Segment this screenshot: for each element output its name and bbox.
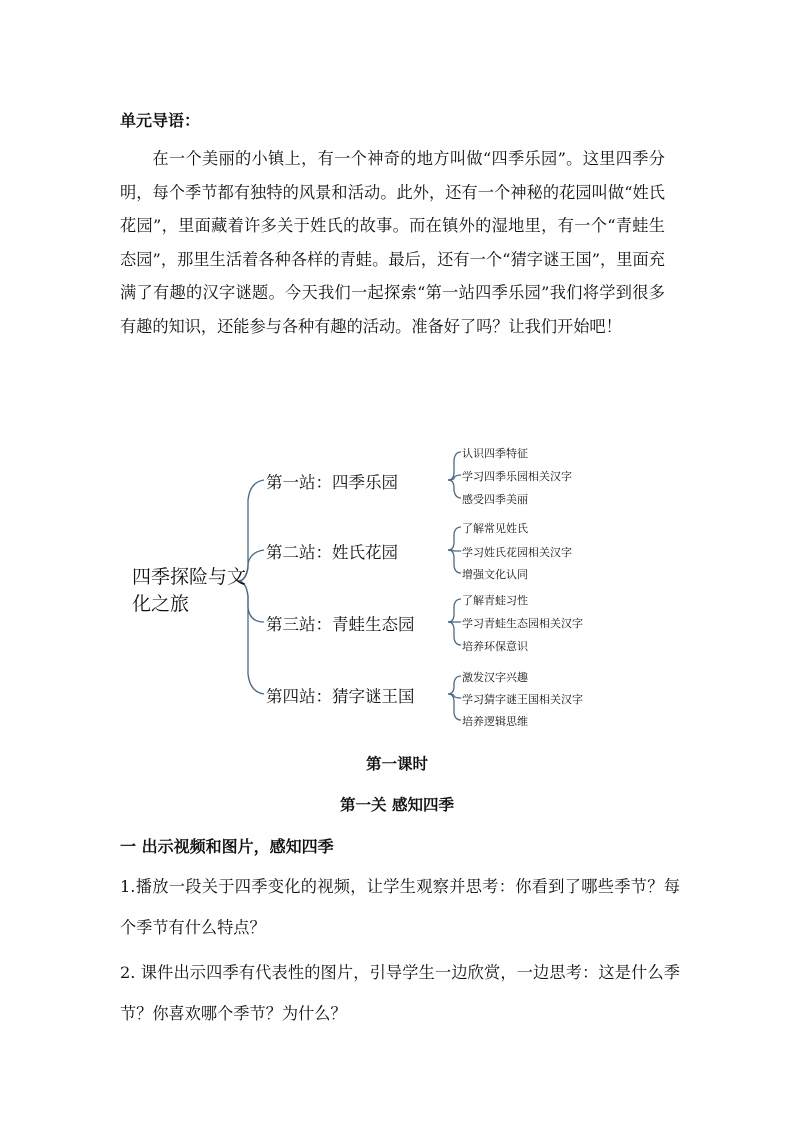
station-1-item-2: 学习四季乐园相关汉字	[462, 470, 572, 483]
paragraph-1: 1.播放一段关于四季变化的视频，让学生观察并思考：你看到了哪些季节？每个季节有什么特点？	[120, 877, 680, 937]
connector-s1-i1	[448, 452, 461, 480]
paragraph-2: 2. 课件出示四季有代表性的图片，引导学生一边欣赏，一边思考：这是什么季节？你喜欢哪个季节？为什么？	[120, 963, 680, 1023]
unit-heading: 单元导语：	[120, 111, 201, 130]
station-4-item-2: 学习猜字谜王国相关汉字	[462, 693, 583, 706]
section-1-heading: 一 出示视频和图片，感知四季	[120, 837, 334, 856]
connector-s2-i3	[448, 550, 461, 573]
connector-s3-i3	[448, 622, 461, 645]
station-3-item-2: 学习青蛙生态园相关汉字	[462, 617, 583, 630]
level-title: 第一关 感知四季	[340, 796, 454, 814]
connector-s3-i1	[448, 599, 461, 622]
mind-map	[120, 438, 620, 738]
station-4-item-1: 激发汉字兴趣	[462, 671, 528, 684]
connector-s4-i1	[448, 676, 461, 694]
station-4-title: 第四站：猜字谜王国	[266, 687, 415, 706]
station-2-item-3: 增强文化认同	[462, 568, 528, 581]
station-2-title: 第二站：姓氏花园	[266, 543, 398, 562]
station-2-item-1: 了解常见姓氏	[462, 522, 528, 535]
station-3-item-1: 了解青蛙习性	[462, 594, 528, 607]
station-2-item-2: 学习姓氏花园相关汉字	[462, 546, 572, 559]
station-1-item-3: 感受四季美丽	[462, 493, 528, 506]
station-3-title: 第三站：青蛙生态园	[266, 615, 415, 634]
connector-s1-i3	[448, 480, 461, 498]
mind-map-root: 四季探险与文化之旅	[132, 566, 247, 615]
intro-paragraph: 在一个美丽的小镇上，有一个神奇的地方叫做“四季乐园”。这里四季分明，每个季节都有独特的风景和活动。此外，还有一个神秘的花园叫做“姓氏花园”，里面藏着许多关于姓氏的故事。而在镇外的湿地里，有一个“青蛙生态园”，那里生活着各种各样的青蛙。最后，还有一个“猜字谜王国”，里面充满了有趣的汉字谜题。今天我们一起探索“第一站四季乐园”我们将学到很多有趣的知识，还能参与各种有趣的活动。准备好了吗？让我们开始吧！	[120, 149, 665, 336]
station-1-title: 第一站：四季乐园	[266, 473, 398, 492]
station-4-item-3: 培养逻辑思维	[462, 715, 528, 728]
station-3-item-3: 培养环保意识	[462, 640, 528, 653]
connector-s2-i1	[448, 527, 461, 550]
lesson-title: 第一课时	[365, 755, 428, 773]
station-1-item-1: 认识四季特征	[462, 447, 528, 460]
